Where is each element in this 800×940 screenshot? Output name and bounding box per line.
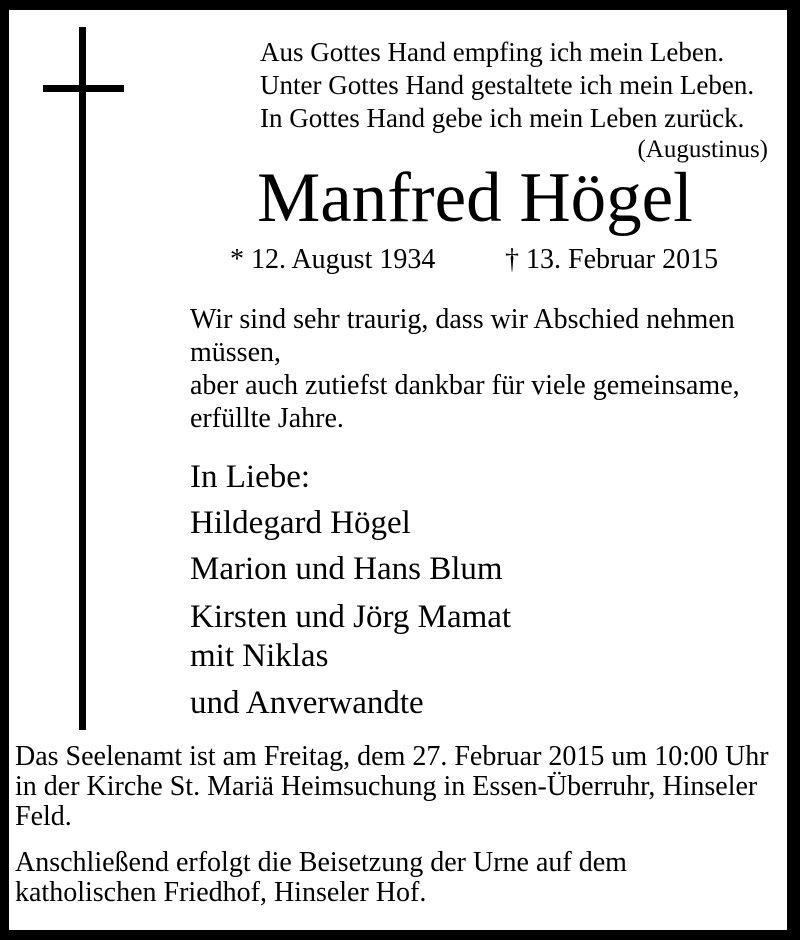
- mourner-name: Hildegard Högel: [190, 505, 411, 541]
- deceased-name: Manfred Högel: [257, 159, 693, 237]
- death-date: † 13. Februar 2015: [505, 244, 719, 275]
- mourning-message: [190, 303, 740, 435]
- mourner-name: Kirsten und Jörg Mamat: [190, 599, 512, 635]
- burial-announcement: [15, 848, 787, 908]
- mourner-name: mit Niklas: [190, 638, 329, 674]
- cross-bar: [43, 85, 124, 92]
- cross-stem: [79, 27, 86, 730]
- service-line: Das Seelenamt ist am Freitag, dem 27. Februar 2015 um 10:00 Uhr: [15, 741, 769, 772]
- opening-quote: [260, 36, 768, 165]
- quote-line: Aus Gottes Hand empfing ich mein Leben.: [260, 37, 725, 67]
- birth-date: * 12. August 1934: [230, 244, 436, 275]
- mourner-name: und Anverwandte: [190, 685, 424, 721]
- quote-attribution: (Augustinus): [637, 136, 768, 163]
- quote-line: Unter Gottes Hand gestaltete ich mein Leben.: [260, 70, 755, 100]
- quote-line: In Gottes Hand gebe ich mein Leben zurück.: [260, 103, 745, 133]
- service-line: Feld.: [15, 801, 72, 832]
- message-line: erfüllte Jahre.: [190, 403, 344, 434]
- service-line: in der Kirche St. Mariä Heimsuchung in Essen-Überruhr, Hinseler: [15, 771, 758, 802]
- message-line: aber auch zutiefst dankbar für viele gemeinsame,: [190, 370, 740, 401]
- message-line: Wir sind sehr traurig, dass wir Abschied nehmen: [190, 304, 735, 335]
- service-announcement: [15, 742, 787, 832]
- message-line: müssen,: [190, 337, 281, 368]
- mourner-name: Marion und Hans Blum: [190, 551, 503, 587]
- burial-line: Anschließend erfolgt die Beisetzung der Urne auf dem: [15, 847, 627, 878]
- mourners-intro: In Liebe:: [190, 459, 311, 495]
- burial-line: katholischen Friedhof, Hinseler Hof.: [15, 877, 427, 908]
